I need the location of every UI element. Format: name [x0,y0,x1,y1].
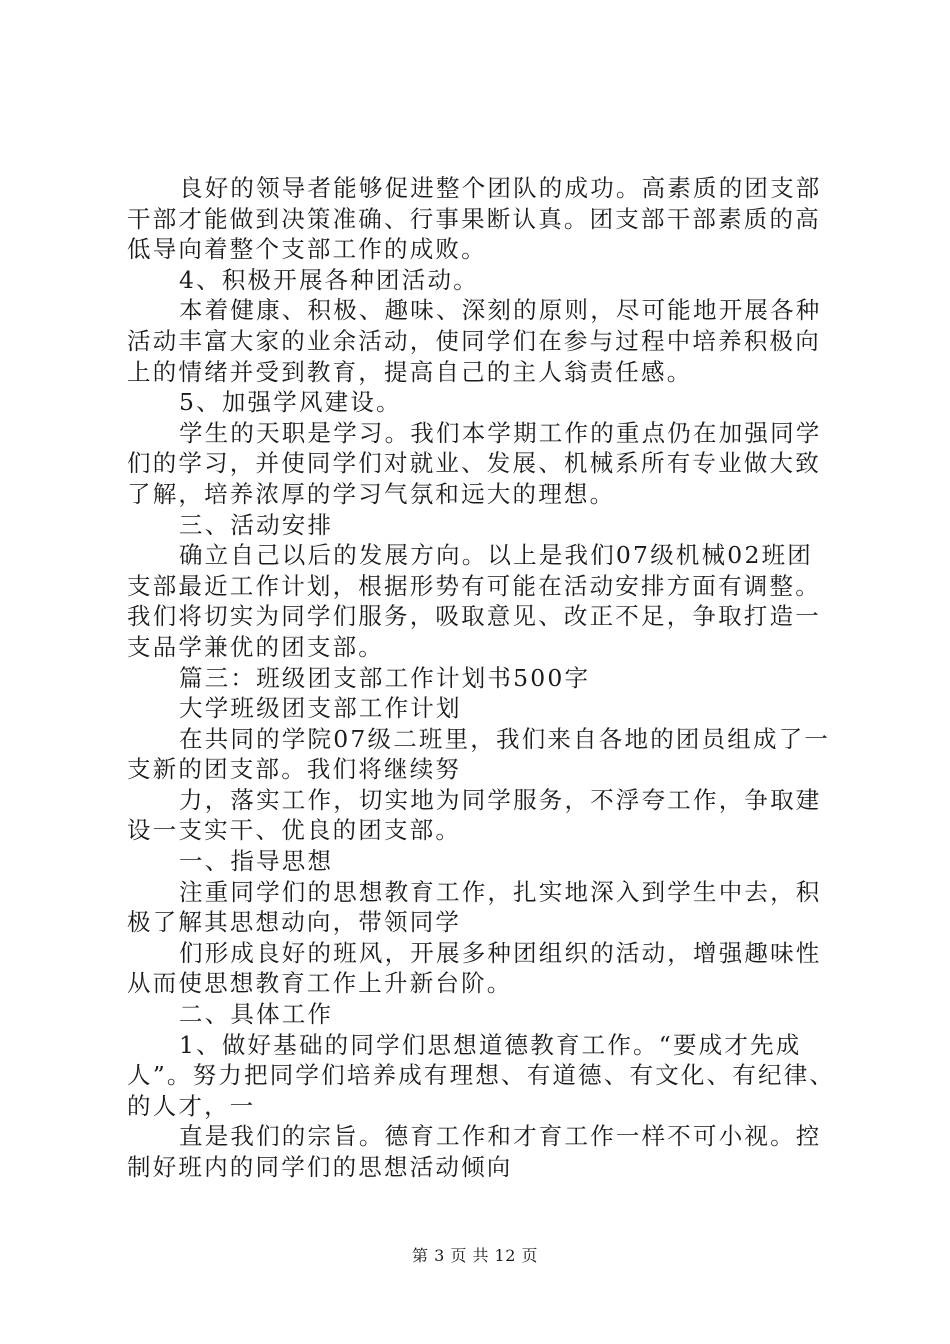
text-line: 注重同学们的思想教育工作，扎实地深入到学生中去，积 [179,877,822,906]
text-line: 1、做好基础的同学们思想道德教育工作。“要成才先成 [179,1030,802,1059]
text-line: 三、活动安排 [179,510,334,539]
text-line: 们形成良好的班风，开展多种团组织的活动，增强趣味性 [179,938,822,967]
text-line: 们的学习，并使同学们对就业、发展、机械系所有专业做大致 [127,449,821,478]
text-line: 低导向着整个支部工作的成败。 [127,235,487,264]
text-line: 制好班内的同学们的思想活动倾向 [127,1153,513,1181]
text-line: 4、积极开展各种团活动。 [179,265,479,294]
text-line: 支新的团支部。我们将继续努 [127,755,462,784]
text-line: 确立自己以后的发展方向。以上是我们07级机械02班团 [179,541,814,570]
text-line: 干部才能做到决策准确、行事果断认真。团支部干部素质的高 [127,204,821,233]
text-line: 活动丰富大家的业余活动，使同学们在参与过程中培养积极向 [127,326,821,355]
text-line: 支品学兼优的团支部。 [127,632,384,661]
text-line: 篇三：班级团支部工作计划书500字 [179,663,591,692]
text-line: 力，落实工作，切实地为同学服务，不浮夸工作，争取建 [179,785,822,814]
document-body [127,173,836,1183]
page-footer: 第 3 页 共 12 页 [412,1246,538,1265]
text-line: 一、指导思想 [179,847,334,876]
text-line: 在共同的学院07级二班里，我们来自各地的团员组成了一 [179,724,831,753]
text-line: 5、加强学风建设。 [179,388,402,417]
text-line: 大学班级团支部工作计划 [179,694,462,723]
text-line: 学生的天职是学习。我们本学期工作的重点仍在加强同学 [179,418,822,447]
text-line: 从而使思想教育工作上升新台阶。 [127,969,513,998]
text-line: 人”。努力把同学们培养成有理想、有道德、有文化、有纪律、 [127,1061,836,1090]
text-line: 了解，培养浓厚的学习气氛和远大的理想。 [127,479,616,508]
text-line: 极了解其思想动向，带领同学 [127,908,462,937]
text-line: 支部最近工作计划，根据形势有可能在活动安排方面有调整。 [127,571,821,600]
text-line: 直是我们的宗旨。德育工作和才育工作一样不可小视。控 [179,1122,822,1151]
text-line: 上的情绪并受到教育，提高自己的主人翁责任感。 [127,357,693,386]
text-line: 我们将切实为同学们服务，吸取意见、改正不足，争取打造一 [127,602,821,631]
text-line: 的人才，一 [127,1091,256,1120]
text-line: 本着健康、积极、趣味、深刻的原则，尽可能地开展各种 [179,296,822,325]
text-line: 设一支实干、优良的团支部。 [127,816,462,845]
text-line: 二、具体工作 [179,1000,334,1029]
text-line: 良好的领导者能够促进整个团队的成功。高素质的团支部 [179,174,822,202]
